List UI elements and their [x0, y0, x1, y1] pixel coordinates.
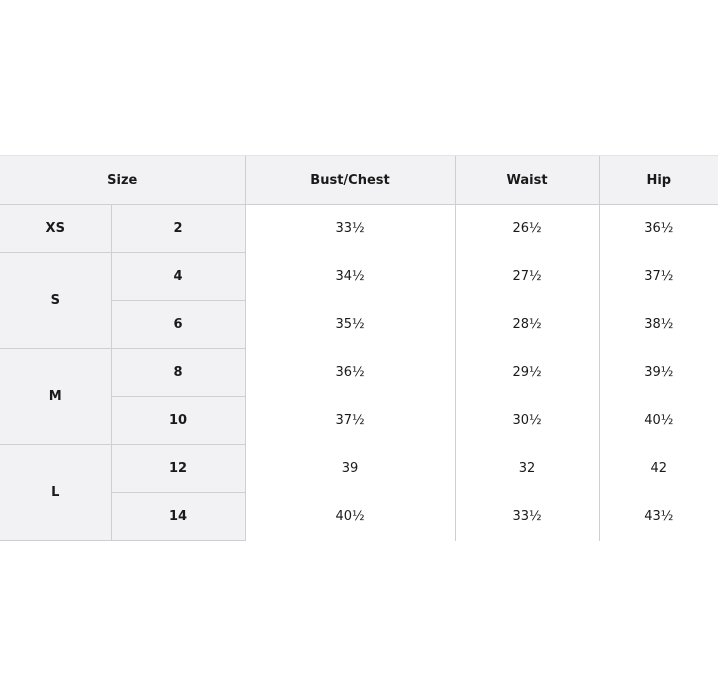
header-size: Size [0, 156, 245, 205]
bust-cell: 37½ [245, 397, 455, 445]
table-header [0, 156, 718, 205]
bust-cell: 39 [245, 445, 455, 493]
table-row [0, 253, 718, 301]
hip-cell: 42 [599, 445, 718, 493]
numeric-size-cell: 12 [111, 445, 245, 493]
letter-size-cell: XS [0, 205, 111, 253]
hip-cell: 40½ [599, 397, 718, 445]
numeric-size-cell: 2 [111, 205, 245, 253]
header-row [0, 156, 718, 205]
letter-size-cell: S [0, 253, 111, 349]
hip-cell: 37½ [599, 253, 718, 301]
bust-cell: 40½ [245, 493, 455, 541]
waist-cell: 28½ [455, 301, 599, 349]
waist-cell: 29½ [455, 349, 599, 397]
bust-cell: 34½ [245, 253, 455, 301]
waist-cell: 33½ [455, 493, 599, 541]
numeric-size-cell: 14 [111, 493, 245, 541]
letter-size-cell: M [0, 349, 111, 445]
bust-cell: 33½ [245, 205, 455, 253]
numeric-size-cell: 8 [111, 349, 245, 397]
table-row [0, 445, 718, 493]
letter-size-cell: L [0, 445, 111, 541]
bust-cell: 35½ [245, 301, 455, 349]
hip-cell: 36½ [599, 205, 718, 253]
numeric-size-cell: 6 [111, 301, 245, 349]
waist-cell: 32 [455, 445, 599, 493]
table-row [0, 205, 718, 253]
bust-cell: 36½ [245, 349, 455, 397]
numeric-size-cell: 4 [111, 253, 245, 301]
table-body [0, 205, 718, 541]
hip-cell: 39½ [599, 349, 718, 397]
hip-cell: 38½ [599, 301, 718, 349]
hip-cell: 43½ [599, 493, 718, 541]
waist-cell: 30½ [455, 397, 599, 445]
header-waist: Waist [455, 156, 599, 205]
waist-cell: 27½ [455, 253, 599, 301]
header-hip: Hip [599, 156, 718, 205]
size-chart-table [0, 155, 718, 541]
numeric-size-cell: 10 [111, 397, 245, 445]
waist-cell: 26½ [455, 205, 599, 253]
header-bust-chest: Bust/Chest [245, 156, 455, 205]
table-row [0, 349, 718, 397]
